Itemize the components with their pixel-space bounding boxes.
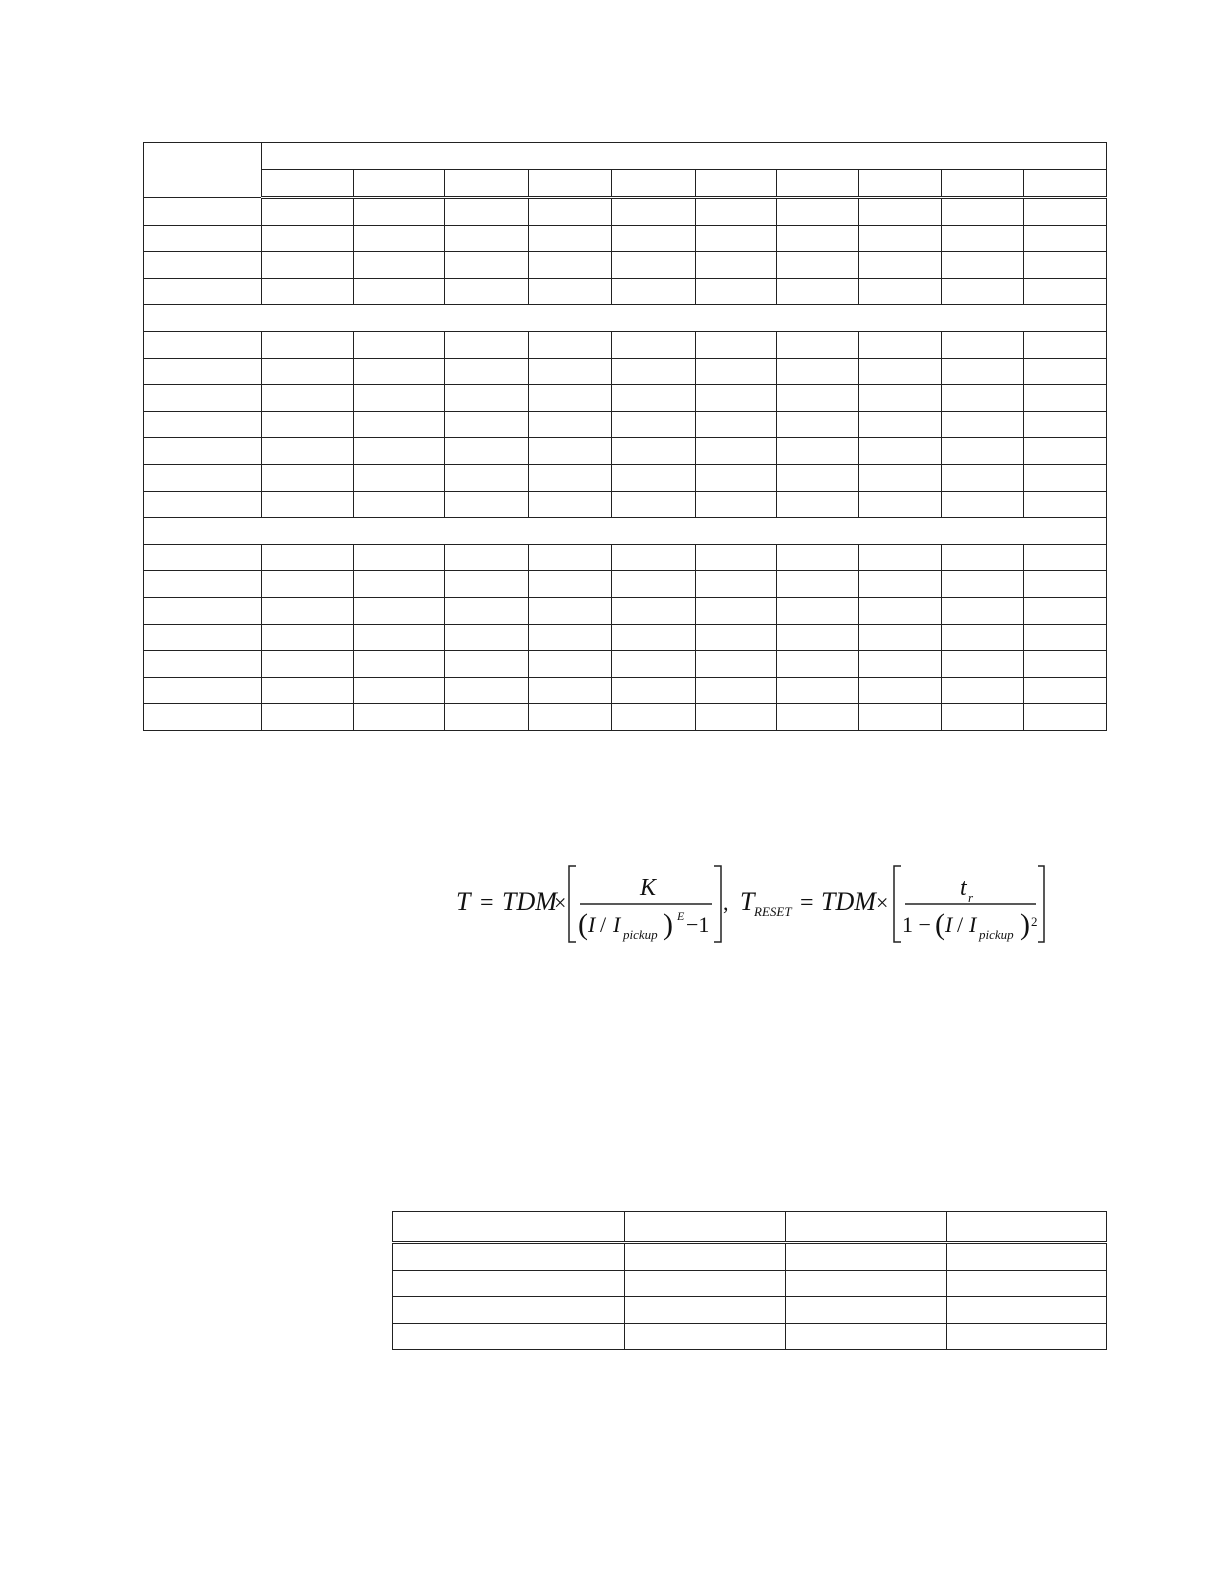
table-cell — [859, 358, 942, 385]
table-cell — [529, 597, 612, 624]
table-header-row — [144, 143, 1107, 170]
table-cell — [1024, 651, 1107, 678]
left-bracket-close — [714, 866, 721, 942]
table-cell — [262, 225, 354, 252]
table-cell — [859, 491, 942, 518]
reset-table — [392, 1211, 1107, 1350]
table-cell — [1024, 597, 1107, 624]
table-cell — [262, 464, 354, 491]
table-cell — [529, 225, 612, 252]
table-cell — [529, 198, 612, 226]
header-cell — [262, 143, 1107, 170]
table-cell — [625, 1212, 786, 1243]
table-cell — [696, 464, 777, 491]
right-bracket-open — [894, 866, 901, 942]
table-cell — [1024, 464, 1107, 491]
table-cell — [262, 624, 354, 651]
table-cell — [859, 225, 942, 252]
eq-minus-one: −1 — [686, 912, 710, 937]
table-cell — [529, 358, 612, 385]
table-cell — [354, 438, 445, 465]
table-cell — [696, 385, 777, 412]
eq-r-subscript: r — [968, 890, 974, 905]
table-cell — [696, 438, 777, 465]
eq-comma: , — [723, 890, 729, 915]
table-cell — [696, 358, 777, 385]
table-cell — [445, 198, 529, 226]
table-cell — [786, 1270, 947, 1297]
table-cell — [612, 624, 696, 651]
table-cell — [625, 1243, 786, 1271]
table-cell — [786, 1297, 947, 1324]
eq-times-2: × — [876, 890, 889, 915]
table-cell — [625, 1297, 786, 1324]
table-cell — [529, 491, 612, 518]
eq-I: I — [588, 912, 596, 937]
table-cell — [942, 385, 1024, 412]
table-cell — [529, 464, 612, 491]
left-bracket-open — [569, 866, 576, 942]
table-cell — [529, 411, 612, 438]
table-cell — [393, 1270, 625, 1297]
table-cell — [859, 278, 942, 305]
header-cell — [942, 170, 1024, 198]
table-cell — [144, 225, 262, 252]
table-cell — [859, 331, 942, 358]
table-cell — [445, 225, 529, 252]
table-cell — [529, 624, 612, 651]
table-cell — [942, 597, 1024, 624]
table-cell — [696, 677, 777, 704]
table-cell — [942, 704, 1024, 731]
table-cell — [262, 571, 354, 598]
table-cell — [612, 571, 696, 598]
table-row — [144, 385, 1107, 412]
table-subheader-row — [144, 170, 1107, 198]
table-cell — [354, 331, 445, 358]
table-cell — [529, 651, 612, 678]
table-row — [393, 1270, 1107, 1297]
table-cell — [262, 438, 354, 465]
table-cell — [1024, 411, 1107, 438]
table-cell — [144, 331, 262, 358]
table-cell — [777, 571, 859, 598]
table-cell — [612, 597, 696, 624]
table-cell — [942, 464, 1024, 491]
table-row — [144, 491, 1107, 518]
table-cell — [1024, 571, 1107, 598]
table-cell — [696, 198, 777, 226]
table-cell — [354, 651, 445, 678]
table-cell — [947, 1323, 1107, 1350]
table-row — [393, 1297, 1107, 1324]
table-row — [144, 225, 1107, 252]
table-cell — [144, 651, 262, 678]
table-cell — [859, 624, 942, 651]
table-cell — [262, 385, 354, 412]
section-row — [144, 305, 1107, 332]
table-cell — [947, 1243, 1107, 1271]
eq-times: × — [554, 890, 567, 915]
table-cell — [696, 331, 777, 358]
table-cell — [612, 544, 696, 571]
table-cell — [445, 704, 529, 731]
eq-TDM-2: TDM — [821, 887, 876, 916]
table-header-row — [393, 1212, 1107, 1243]
table-cell — [262, 704, 354, 731]
table-cell — [777, 411, 859, 438]
table-cell — [1024, 278, 1107, 305]
eq-pickup-subscript: pickup — [623, 927, 658, 942]
table-cell — [859, 677, 942, 704]
table-row — [144, 278, 1107, 305]
table-cell — [612, 331, 696, 358]
eq-t: t — [960, 875, 967, 901]
table-cell — [612, 278, 696, 305]
table-cell — [942, 677, 1024, 704]
table-cell — [445, 597, 529, 624]
table-cell — [445, 624, 529, 651]
table-cell — [777, 278, 859, 305]
table-cell — [354, 704, 445, 731]
table-cell — [262, 491, 354, 518]
table-cell — [1024, 252, 1107, 279]
table-row — [144, 677, 1107, 704]
table-cell — [1024, 225, 1107, 252]
table-cell — [445, 544, 529, 571]
table-cell — [696, 624, 777, 651]
table-cell — [942, 491, 1024, 518]
eq-squared: 2 — [1031, 914, 1038, 929]
table-cell — [859, 544, 942, 571]
table-cell — [529, 385, 612, 412]
table-cell — [1024, 677, 1107, 704]
table-cell — [262, 677, 354, 704]
table-cell — [529, 704, 612, 731]
table-cell — [262, 411, 354, 438]
table-cell — [612, 651, 696, 678]
table-cell — [777, 677, 859, 704]
table-cell — [445, 464, 529, 491]
table-cell — [696, 651, 777, 678]
table-cell — [144, 278, 262, 305]
table-cell — [942, 198, 1024, 226]
eq-T-reset: T — [740, 887, 755, 916]
table-cell — [612, 411, 696, 438]
table-cell — [529, 544, 612, 571]
paren-open: ( — [578, 908, 588, 941]
table-cell — [144, 252, 262, 279]
table-cell — [859, 704, 942, 731]
table-cell — [1024, 198, 1107, 226]
table-cell — [529, 331, 612, 358]
table-cell — [354, 677, 445, 704]
table-cell — [942, 438, 1024, 465]
table-cell — [1024, 544, 1107, 571]
table-cell — [777, 438, 859, 465]
table-cell — [445, 331, 529, 358]
table-cell — [354, 198, 445, 226]
table-cell — [859, 385, 942, 412]
table-cell — [393, 1323, 625, 1350]
table-row — [393, 1323, 1107, 1350]
table-cell — [144, 624, 262, 651]
table-cell — [942, 225, 1024, 252]
header-cell — [354, 170, 445, 198]
eq-equals-2: = — [800, 890, 814, 916]
table-cell — [777, 464, 859, 491]
table-cell — [696, 544, 777, 571]
table-cell — [859, 252, 942, 279]
table-cell — [942, 252, 1024, 279]
table-cell — [445, 438, 529, 465]
eq-pickup-subscript-2: pickup — [979, 927, 1014, 942]
header-cell — [1024, 170, 1107, 198]
eq-E-exponent: E — [677, 909, 685, 923]
table-cell — [144, 677, 262, 704]
table-cell — [777, 252, 859, 279]
eq-TDM: TDM — [502, 887, 557, 916]
table-row — [144, 411, 1107, 438]
table-cell — [445, 571, 529, 598]
table-cell — [777, 358, 859, 385]
table-cell — [529, 571, 612, 598]
table-cell — [625, 1323, 786, 1350]
table-cell — [942, 624, 1024, 651]
table-row — [393, 1243, 1107, 1271]
table-row — [144, 438, 1107, 465]
table-cell — [1024, 331, 1107, 358]
table-cell — [612, 358, 696, 385]
table-cell — [354, 571, 445, 598]
table-cell — [144, 518, 1107, 545]
table-cell — [625, 1270, 786, 1297]
header-cell — [262, 170, 354, 198]
table-cell — [529, 252, 612, 279]
table-cell — [612, 491, 696, 518]
table-cell — [354, 464, 445, 491]
section-row — [144, 518, 1107, 545]
table-cell — [445, 677, 529, 704]
eq-RESET-subscript: RESET — [754, 904, 792, 919]
table-cell — [445, 358, 529, 385]
table-cell — [942, 651, 1024, 678]
table-cell — [529, 438, 612, 465]
table-cell — [144, 385, 262, 412]
table-cell — [262, 331, 354, 358]
table-cell — [354, 544, 445, 571]
table-cell — [696, 491, 777, 518]
table-cell — [859, 597, 942, 624]
paren-close: ) — [663, 908, 673, 941]
table-row — [144, 624, 1107, 651]
table-cell — [445, 411, 529, 438]
table-cell — [262, 651, 354, 678]
table-cell — [612, 385, 696, 412]
table-cell — [612, 704, 696, 731]
table-row — [144, 571, 1107, 598]
table-cell — [262, 252, 354, 279]
table-cell — [1024, 358, 1107, 385]
table-cell — [786, 1212, 947, 1243]
table-cell — [262, 358, 354, 385]
table-cell — [942, 358, 1024, 385]
table-cell — [445, 278, 529, 305]
paren-close-2: ) — [1020, 908, 1030, 941]
table-cell — [144, 597, 262, 624]
table-cell — [777, 651, 859, 678]
table-cell — [144, 491, 262, 518]
eq-slash-2: / — [957, 912, 964, 937]
header-cell — [144, 143, 262, 198]
table-cell — [612, 252, 696, 279]
table-cell — [696, 225, 777, 252]
paren-open-2: ( — [935, 908, 945, 941]
table-cell — [777, 544, 859, 571]
table-cell — [696, 252, 777, 279]
table-cell — [612, 464, 696, 491]
table-cell — [612, 677, 696, 704]
table-cell — [1024, 438, 1107, 465]
table-cell — [612, 225, 696, 252]
table-row — [144, 464, 1107, 491]
table-cell — [786, 1243, 947, 1271]
table-cell — [859, 464, 942, 491]
eq-equals: = — [480, 890, 494, 916]
table-cell — [612, 438, 696, 465]
table-cell — [1024, 385, 1107, 412]
table-cell — [947, 1270, 1107, 1297]
table-cell — [696, 571, 777, 598]
table-cell — [612, 198, 696, 226]
table-cell — [859, 438, 942, 465]
table-cell — [777, 624, 859, 651]
table-cell — [942, 544, 1024, 571]
table-cell — [393, 1297, 625, 1324]
header-cell — [529, 170, 612, 198]
table-cell — [786, 1323, 947, 1350]
table-cell — [696, 411, 777, 438]
table-cell — [262, 278, 354, 305]
eq-slash: / — [600, 912, 607, 937]
table-cell — [947, 1297, 1107, 1324]
eq-I-2: I — [945, 912, 953, 937]
table-cell — [393, 1243, 625, 1271]
table-cell — [262, 597, 354, 624]
table-cell — [144, 464, 262, 491]
table-cell — [942, 411, 1024, 438]
table-row — [144, 544, 1107, 571]
table-cell — [354, 411, 445, 438]
table-cell — [354, 385, 445, 412]
table-cell — [859, 411, 942, 438]
table-cell — [1024, 624, 1107, 651]
table-cell — [354, 624, 445, 651]
right-bracket-close — [1038, 866, 1044, 942]
table-cell — [354, 225, 445, 252]
table-cell — [859, 198, 942, 226]
table-row — [144, 651, 1107, 678]
table-cell — [144, 198, 262, 226]
eq-K: K — [640, 875, 657, 901]
table-cell — [696, 278, 777, 305]
table-cell — [354, 252, 445, 279]
table-cell — [445, 385, 529, 412]
table-cell — [777, 331, 859, 358]
table-cell — [144, 438, 262, 465]
table-cell — [144, 544, 262, 571]
table-cell — [354, 597, 445, 624]
table-cell — [859, 651, 942, 678]
table-cell — [859, 571, 942, 598]
table-cell — [445, 491, 529, 518]
table-cell — [262, 198, 354, 226]
table-cell — [777, 198, 859, 226]
table-cell — [144, 704, 262, 731]
eq-I-pickup: I — [613, 912, 621, 937]
table-cell — [262, 544, 354, 571]
header-cell — [859, 170, 942, 198]
table-cell — [354, 278, 445, 305]
table-cell — [777, 225, 859, 252]
table-cell — [777, 491, 859, 518]
table-cell — [354, 491, 445, 518]
table-cell — [529, 278, 612, 305]
header-cell — [696, 170, 777, 198]
header-cell — [777, 170, 859, 198]
table-cell — [445, 252, 529, 279]
table-cell — [942, 571, 1024, 598]
table-cell — [942, 278, 1024, 305]
table-cell — [777, 385, 859, 412]
table-cell — [144, 358, 262, 385]
table-cell — [942, 331, 1024, 358]
table-cell — [1024, 491, 1107, 518]
table-row — [144, 198, 1107, 226]
inverse-time-equation — [450, 862, 1050, 952]
table-cell — [777, 597, 859, 624]
table-row — [144, 331, 1107, 358]
table-row — [144, 358, 1107, 385]
table-cell — [947, 1212, 1107, 1243]
table-row — [144, 252, 1107, 279]
table-cell — [777, 704, 859, 731]
table-cell — [1024, 704, 1107, 731]
table-cell — [393, 1212, 625, 1243]
eq-T: T — [456, 887, 471, 916]
eq-one-minus: 1 − — [902, 912, 931, 937]
table-row — [144, 704, 1107, 731]
eq-I-pickup-2: I — [969, 912, 977, 937]
table-row — [144, 597, 1107, 624]
header-cell — [445, 170, 529, 198]
header-cell — [612, 170, 696, 198]
table-cell — [445, 651, 529, 678]
table-cell — [354, 358, 445, 385]
table-cell — [144, 571, 262, 598]
curve-table — [143, 142, 1107, 731]
table-cell — [144, 305, 1107, 332]
table-cell — [696, 597, 777, 624]
table-cell — [144, 411, 262, 438]
table-cell — [696, 704, 777, 731]
table-cell — [529, 677, 612, 704]
